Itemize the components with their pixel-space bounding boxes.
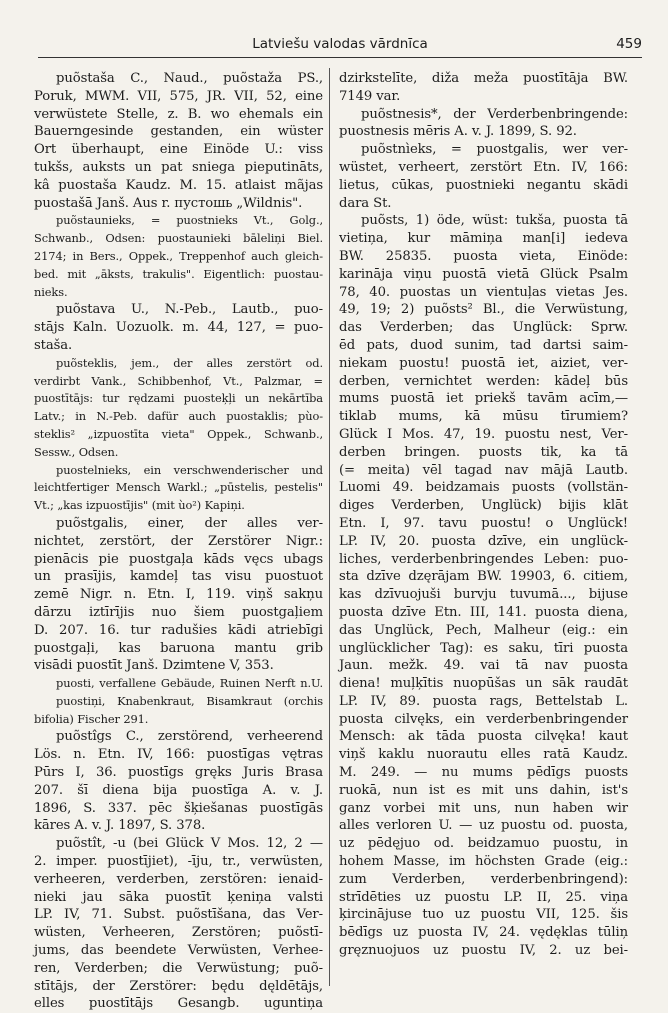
text-line: puosti, verfallene Gebäude, Ruinen Nerft n.U. [56, 676, 323, 691]
text-line: niekam puostu! puostā iet, aiziet, ver- [339, 355, 628, 371]
text-line: unglücklicher Tag): es saku, tīri puosta [339, 640, 628, 656]
text-line: Schwanb., Odsen: puostaunieki bāleliņi Biel. [34, 231, 323, 246]
text-line: uz pēdęjuo od. beidzamuo puostu, in [339, 836, 628, 852]
text-line: puostašā Janš. Aus r. пустошь „Wildnis". [34, 195, 303, 211]
text-line: 207. šī diena bija puostīga A. v. J. [34, 782, 323, 798]
text-line: verdirbt Vank., Schibbenhof, Vt., Palzmar, = [34, 373, 323, 388]
text-line: ēd pats, duod sunim, tad dartsi saim- [339, 337, 628, 353]
text-line: 2174; in Bers., Oppek., Treppenhof auch gleich- [34, 248, 323, 263]
text-line: Bauerngesinde gestanden, ein wüster [34, 124, 323, 140]
text-line: LP. IV, 71. Subst. puõstīšana, das Ver- [34, 907, 323, 923]
text-line: vietiņa, kur māmiņa man[i] iedeva [339, 231, 628, 247]
text-line: Mensch: ak tāda puosta cilvęka! kaut [339, 729, 628, 745]
text-line: kas dzīvuojuši burvju tuvumā..., bijuse [339, 587, 628, 603]
text-line: stītājs, der Zerstörer: będu dęldētājs, [34, 978, 323, 994]
text-line: 78, 40. puostas un vientuļas vietas Jes. [339, 284, 628, 300]
text-line: steklis² „izpuostīta vieta" Oppek., Schwanb., [34, 426, 323, 441]
text-line: bēdīgs uz puosta IV, 24. vędęklas tūliņ [339, 925, 628, 941]
text-line: ķircinājuse tuo uz puostu VII, 125. šis [339, 907, 628, 923]
text-line: leichtfertiger Mensch Warkl.; „pūstelis, pestelis" [34, 480, 323, 495]
text-line: ruokā, nun ist es mit uns dahin, ist's [339, 782, 628, 798]
text-line: jums, das beendete Verwüsten, Verhee- [34, 943, 323, 959]
text-line: stājs Kaln. Uozuolk. m. 44, 127, = puo- [34, 320, 323, 336]
text-line: pienācis pie puostgaļa kāds vęcs ubags [34, 551, 323, 567]
text-line: lietus, cūkas, puostnieki negantu skādi [339, 177, 628, 193]
text-line: (= meita) vēl tagad nav mājā Lautb. [339, 462, 628, 478]
text-line: puostnesis mēris A. v. J. 1899, S. 92. [339, 124, 577, 140]
text-line: derben bringen. puosts tik, ka tā [339, 444, 628, 460]
text-line: dārzu iztīrījis nuo šiem puostgaļiem [34, 604, 323, 620]
text-line: liches, verderbenbringendes Leben: puo- [339, 551, 628, 567]
text-line: Sessw., Odsen. [34, 444, 119, 459]
text-line: puostītājs: tur rędzami puosteķļi un nekārtība [34, 391, 323, 406]
text-line: verwüstete Stelle, z. B. wo ehemals ein [34, 106, 323, 122]
text-line: diges Verderben, Unglück) bijis klāt [339, 498, 628, 514]
header-rule [38, 57, 642, 58]
text-line: puõsts, 1) öde, wüst: tukša, puosta tā [361, 213, 628, 229]
text-line: wüsten, Verheeren, Zerstören; puõstī- [34, 925, 323, 941]
text-line: bifolia) Fischer 291. [34, 711, 149, 726]
text-line: bed. mit „āksts, trakulis". Eigentlich: puostau- [34, 266, 323, 281]
text-line: Glück I Mos. 47, 19. puostu nest, Ver- [339, 426, 628, 442]
text-line: alles verloren U. — uz puostu od. puosta, [339, 818, 628, 834]
text-line: puosta cilvęks, ein verderbenbringender [339, 711, 628, 727]
text-line: nichtet, zerstört, der Zerstörer Nigr.: [34, 533, 323, 549]
text-line: Jaun. mežk. 49. vai tā nav puosta [339, 658, 628, 674]
right-column [339, 70, 628, 960]
text-line: D. 207. 16. tur radušies kādi atriebīgi [34, 622, 323, 638]
text-line: nieks. [34, 284, 68, 299]
text-line: 2. imper. puostījiet), -īju, tr., verwüsten, [34, 854, 323, 870]
running-title: Latviešu valodas vārdnīca [252, 36, 428, 52]
page-number: 459 [616, 36, 642, 52]
text-line: puõstît, -u (bei Glück V Mos. 12, 2 — [56, 836, 323, 852]
text-line: ren, Verderben; die Verwüstung; puõ- [34, 960, 323, 976]
text-line: 1896, S. 337. pēc šķiešanas puostīgās [34, 800, 323, 816]
text-line: Lös. n. Etn. IV, 166: puostīgas vętras [34, 747, 323, 763]
text-line: Ort überhaupt, eine Einöde U.: viss [34, 142, 323, 158]
text-line: puõstnìeks, = puostgalis, wer ver- [361, 142, 628, 158]
text-line: BW. 25835. puosta vieta, Einöde: [339, 248, 628, 264]
text-line: tiklab mums, kā mūsu tīrumiem? [339, 409, 628, 425]
text-line: un prasījis, kamdeļ tas visu puostuot [34, 569, 323, 585]
text-line: puõstaša C., Naud., puõstaža PS., [56, 71, 323, 86]
text-line: puostgaļi, kas baruona mantu grib [34, 640, 323, 656]
text-line: puõstava U., N.-Peb., Lautb., puo- [56, 302, 323, 318]
text-line: elles puostītājs Gesangb. uguntiņa [34, 996, 323, 1012]
text-line: gręznuojuos uz puostu IV, 2. uz bei- [339, 943, 628, 959]
text-line: Latv.; in N.-Peb. dafür auch puostaklis; pùo- [34, 409, 323, 424]
text-line: staša. [34, 337, 73, 353]
text-line: puõsteklis, jem., der alles zerstört od. [56, 355, 323, 370]
text-line: kāres A. v. J. 1897, S. 378. [34, 818, 206, 834]
text-line: puostelnieks, ein verschwenderischer und [56, 462, 323, 477]
text-line: 49, 19; 2) puõsts² Bl., die Verwüstung, [339, 302, 628, 318]
text-line: LP. IV, 20. puosta dzīve, ein unglück- [339, 533, 628, 549]
text-line: das Verderben; das Unglück: Sprw. [339, 320, 628, 336]
text-line: M. 249. — nu mums pēdīgs puosts [339, 765, 628, 781]
page-header [38, 36, 642, 56]
text-line: Poruk, MWM. VII, 575, JR. VII, 52, eine [34, 88, 323, 104]
text-line: diena! muļķītis nuopūšas un sāk raudāt [339, 676, 628, 692]
text-line: Etn. I, 97. tavu puostu! o Unglück! [339, 515, 628, 531]
text-line: derben, vernichtet werden: kādeļ būs [339, 373, 628, 389]
text-line: puosta dzīve Etn. III, 141. puosta diena, [339, 604, 628, 620]
text-line: karināja viņu puostā vietā Glück Psalm [339, 266, 628, 282]
text-line: puostiņi, Knabenkraut, Bisamkraut (orchis [56, 693, 323, 708]
text-line: puõstgalis, einer, der alles ver- [56, 515, 323, 531]
text-line: puõstaunieks, = puostnieks Vt., Golg., [56, 213, 323, 228]
text-line: viņš kaklu nuorautu elles ratā Kaudz. [339, 747, 628, 763]
text-line: Vt.; „kas izpuostījis" (mit ùo²) Kapiņi. [34, 498, 245, 513]
text-line: puõstîgs C., zerstörend, verheerend [56, 729, 323, 745]
text-line: das Unglück, Pech, Malheur (eig.: ein [339, 622, 628, 638]
text-line: dara St. [339, 195, 392, 211]
text-line: dzirkstelīte, diža meža puostītāja BW. [339, 71, 628, 86]
text-line: verheeren, verderben, zerstören: ienaid- [34, 871, 323, 887]
text-line: ganz vorbei mit uns, nun haben wir [339, 800, 628, 816]
text-line: 7149 var. [339, 88, 401, 104]
text-line: sta dzīve dzęrājam BW. 19903, 6. citiem, [339, 569, 628, 585]
text-line: mums puostā iet priekš tavām acīm,— [339, 391, 628, 407]
text-line: puõstnesis*, der Verderbenbringende: [361, 106, 628, 122]
text-line: kâ puostaša Kaudz. M. 15. atlaist mãjas [34, 177, 323, 193]
text-line: Luomi 49. beidzamais puosts (vollstän- [339, 480, 628, 496]
column-divider [329, 68, 330, 986]
text-line: strīdēties uz puostu LP. II, 25. viņa [339, 889, 628, 905]
text-line: zemē Nigr. n. Etn. I, 119. viņš sakņu [34, 587, 323, 603]
text-line: LP. IV, 89. puosta rags, Bettelstab L. [339, 693, 628, 709]
text-line: Pūrs I, 36. puostīgs gręks Juris Brasa [34, 765, 323, 781]
text-line: wüstet, verheert, zerstört Etn. IV, 166: [339, 159, 628, 175]
text-line: zum Verderben, verderbenbringend): [339, 871, 628, 887]
text-line: tukšs, auksts un pat sniega pieputināts, [34, 159, 323, 175]
text-line: visādi puostīt Janš. Dzimtene V, 353. [34, 658, 274, 674]
text-line: nieki jau sāka puostīt ķeniņa valsti [34, 889, 323, 905]
left-column [34, 70, 323, 1013]
text-line: hohem Masse, im höchsten Grade (eig.: [339, 854, 628, 870]
